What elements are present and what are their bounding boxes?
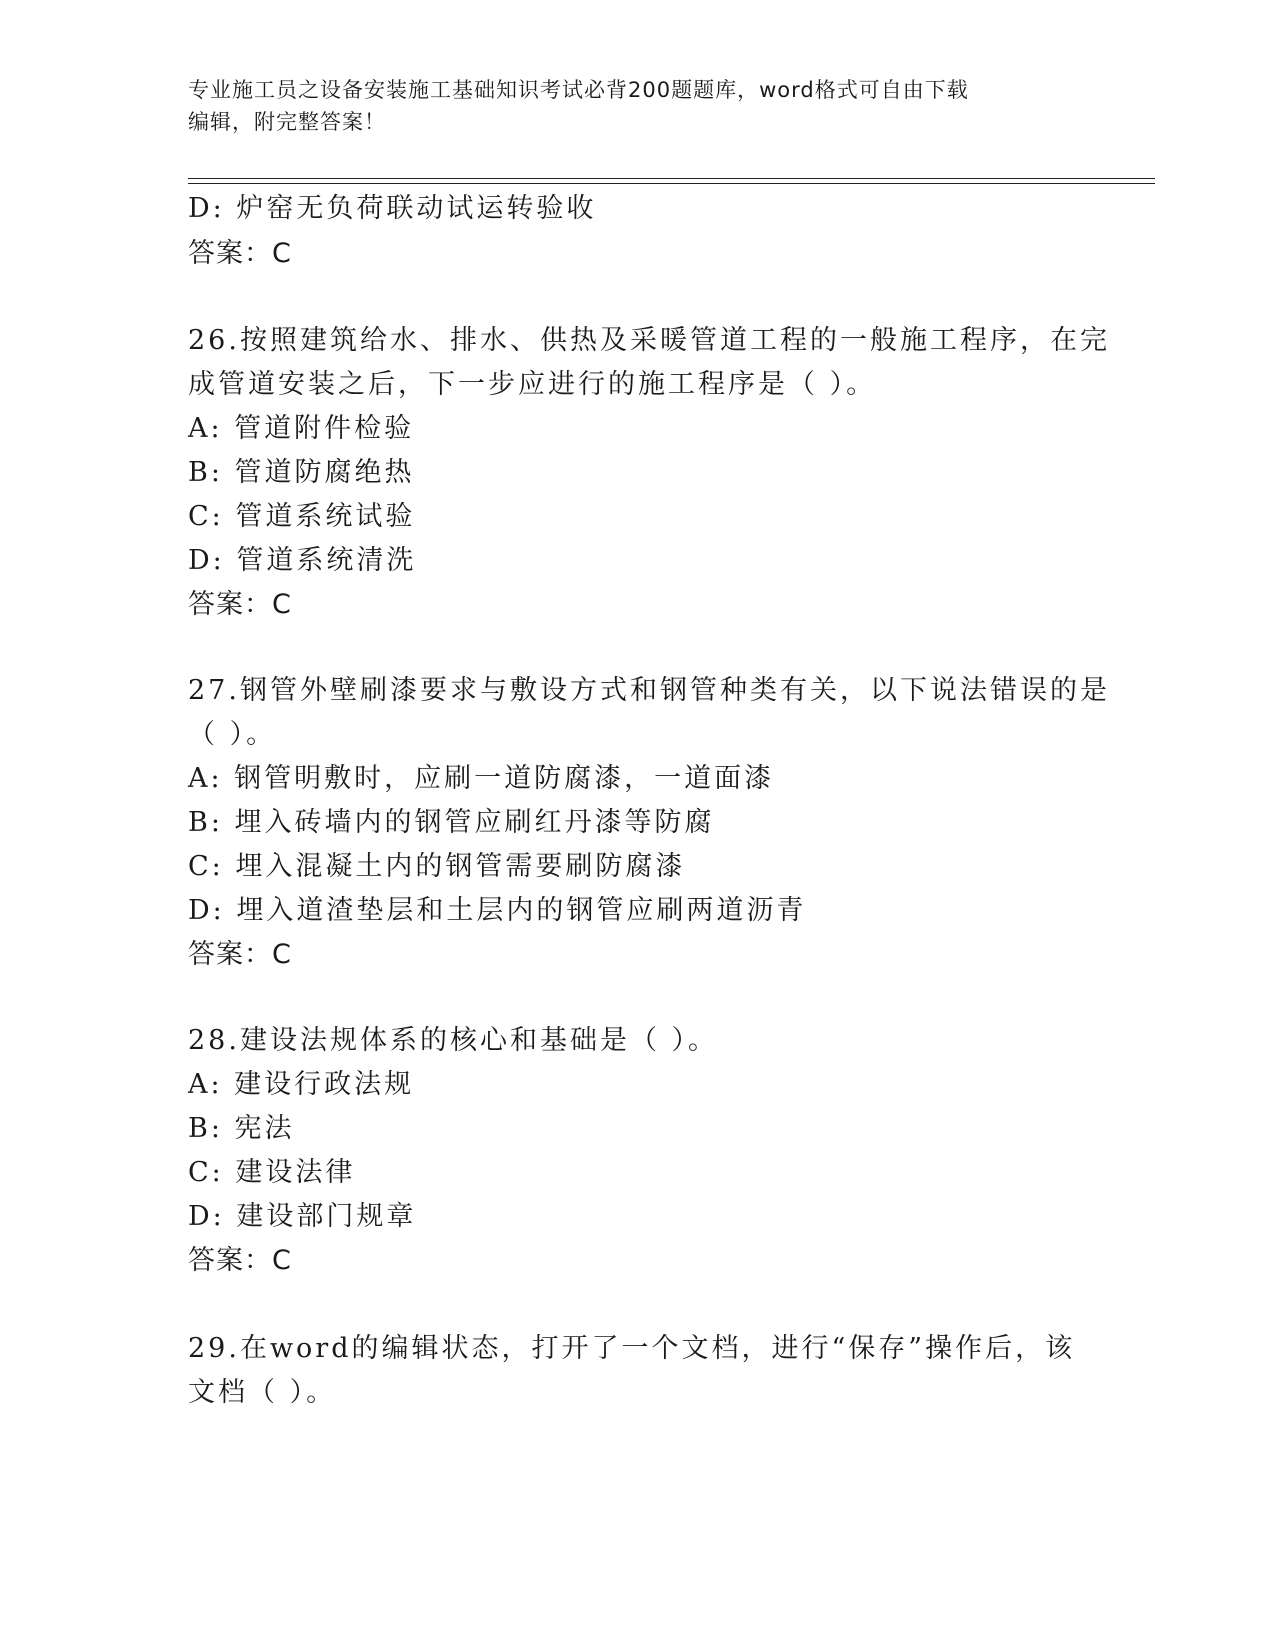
q26-option-c: C: 管道系统试验 [188,501,416,532]
q26-option-b: B: 管道防腐绝热 [188,457,415,488]
header-title-line2: 编辑，附完整答案！ [188,110,386,134]
q28-option-b: B: 宪法 [188,1113,295,1144]
q27-stem-line2: （ ）。 [188,719,277,750]
q26-option-a: A: 管道附件检验 [188,413,415,444]
q28-stem-line1: 28.建设法规体系的核心和基础是（ ）。 [188,1025,719,1056]
q25-answer: 答案：C [188,238,292,269]
q28-answer: 答案：C [188,1245,292,1276]
q28-option-d: D: 建设部门规章 [188,1201,417,1232]
q27-option-b: B: 埋入砖墙内的钢管应刷红丹漆等防腐 [188,807,715,838]
q27-option-c: C: 埋入混凝土内的钢管需要刷防腐漆 [188,851,686,882]
q27-option-a: A: 钢管明敷时，应刷一道防腐漆，一道面漆 [188,763,775,794]
q29-stem-line1: 29.在word的编辑状态，打开了一个文档，进行“保存”操作后，该 [188,1333,1076,1364]
q27-stem-line1: 27.钢管外壁刷漆要求与敷设方式和钢管种类有关，以下说法错误的是 [188,675,1110,706]
q27-option-d: D: 埋入道渣垫层和土层内的钢管应刷两道沥青 [188,895,807,926]
q28-option-c: C: 建设法律 [188,1157,356,1188]
q26-stem-line2: 成管道安装之后，下一步应进行的施工程序是（ ）。 [188,369,877,400]
q28-option-a: A: 建设行政法规 [188,1069,415,1100]
document-header [188,74,1068,138]
header-divider-bottom [188,183,1155,184]
q26-stem-line1: 26.按照建筑给水、排水、供热及采暖管道工程的一般施工程序，在完 [188,325,1110,356]
q29-stem-line2: 文档（ ）。 [188,1377,337,1408]
q25-option-d: D: 炉窑无负荷联动试运转验收 [188,193,597,224]
q26-option-d: D: 管道系统清洗 [188,545,417,576]
header-divider-top [188,178,1155,179]
q26-answer: 答案：C [188,589,292,620]
header-title-line1: 专业施工员之设备安装施工基础知识考试必背200题题库，word格式可自由下载 [188,78,969,102]
q27-answer: 答案：C [188,939,292,970]
